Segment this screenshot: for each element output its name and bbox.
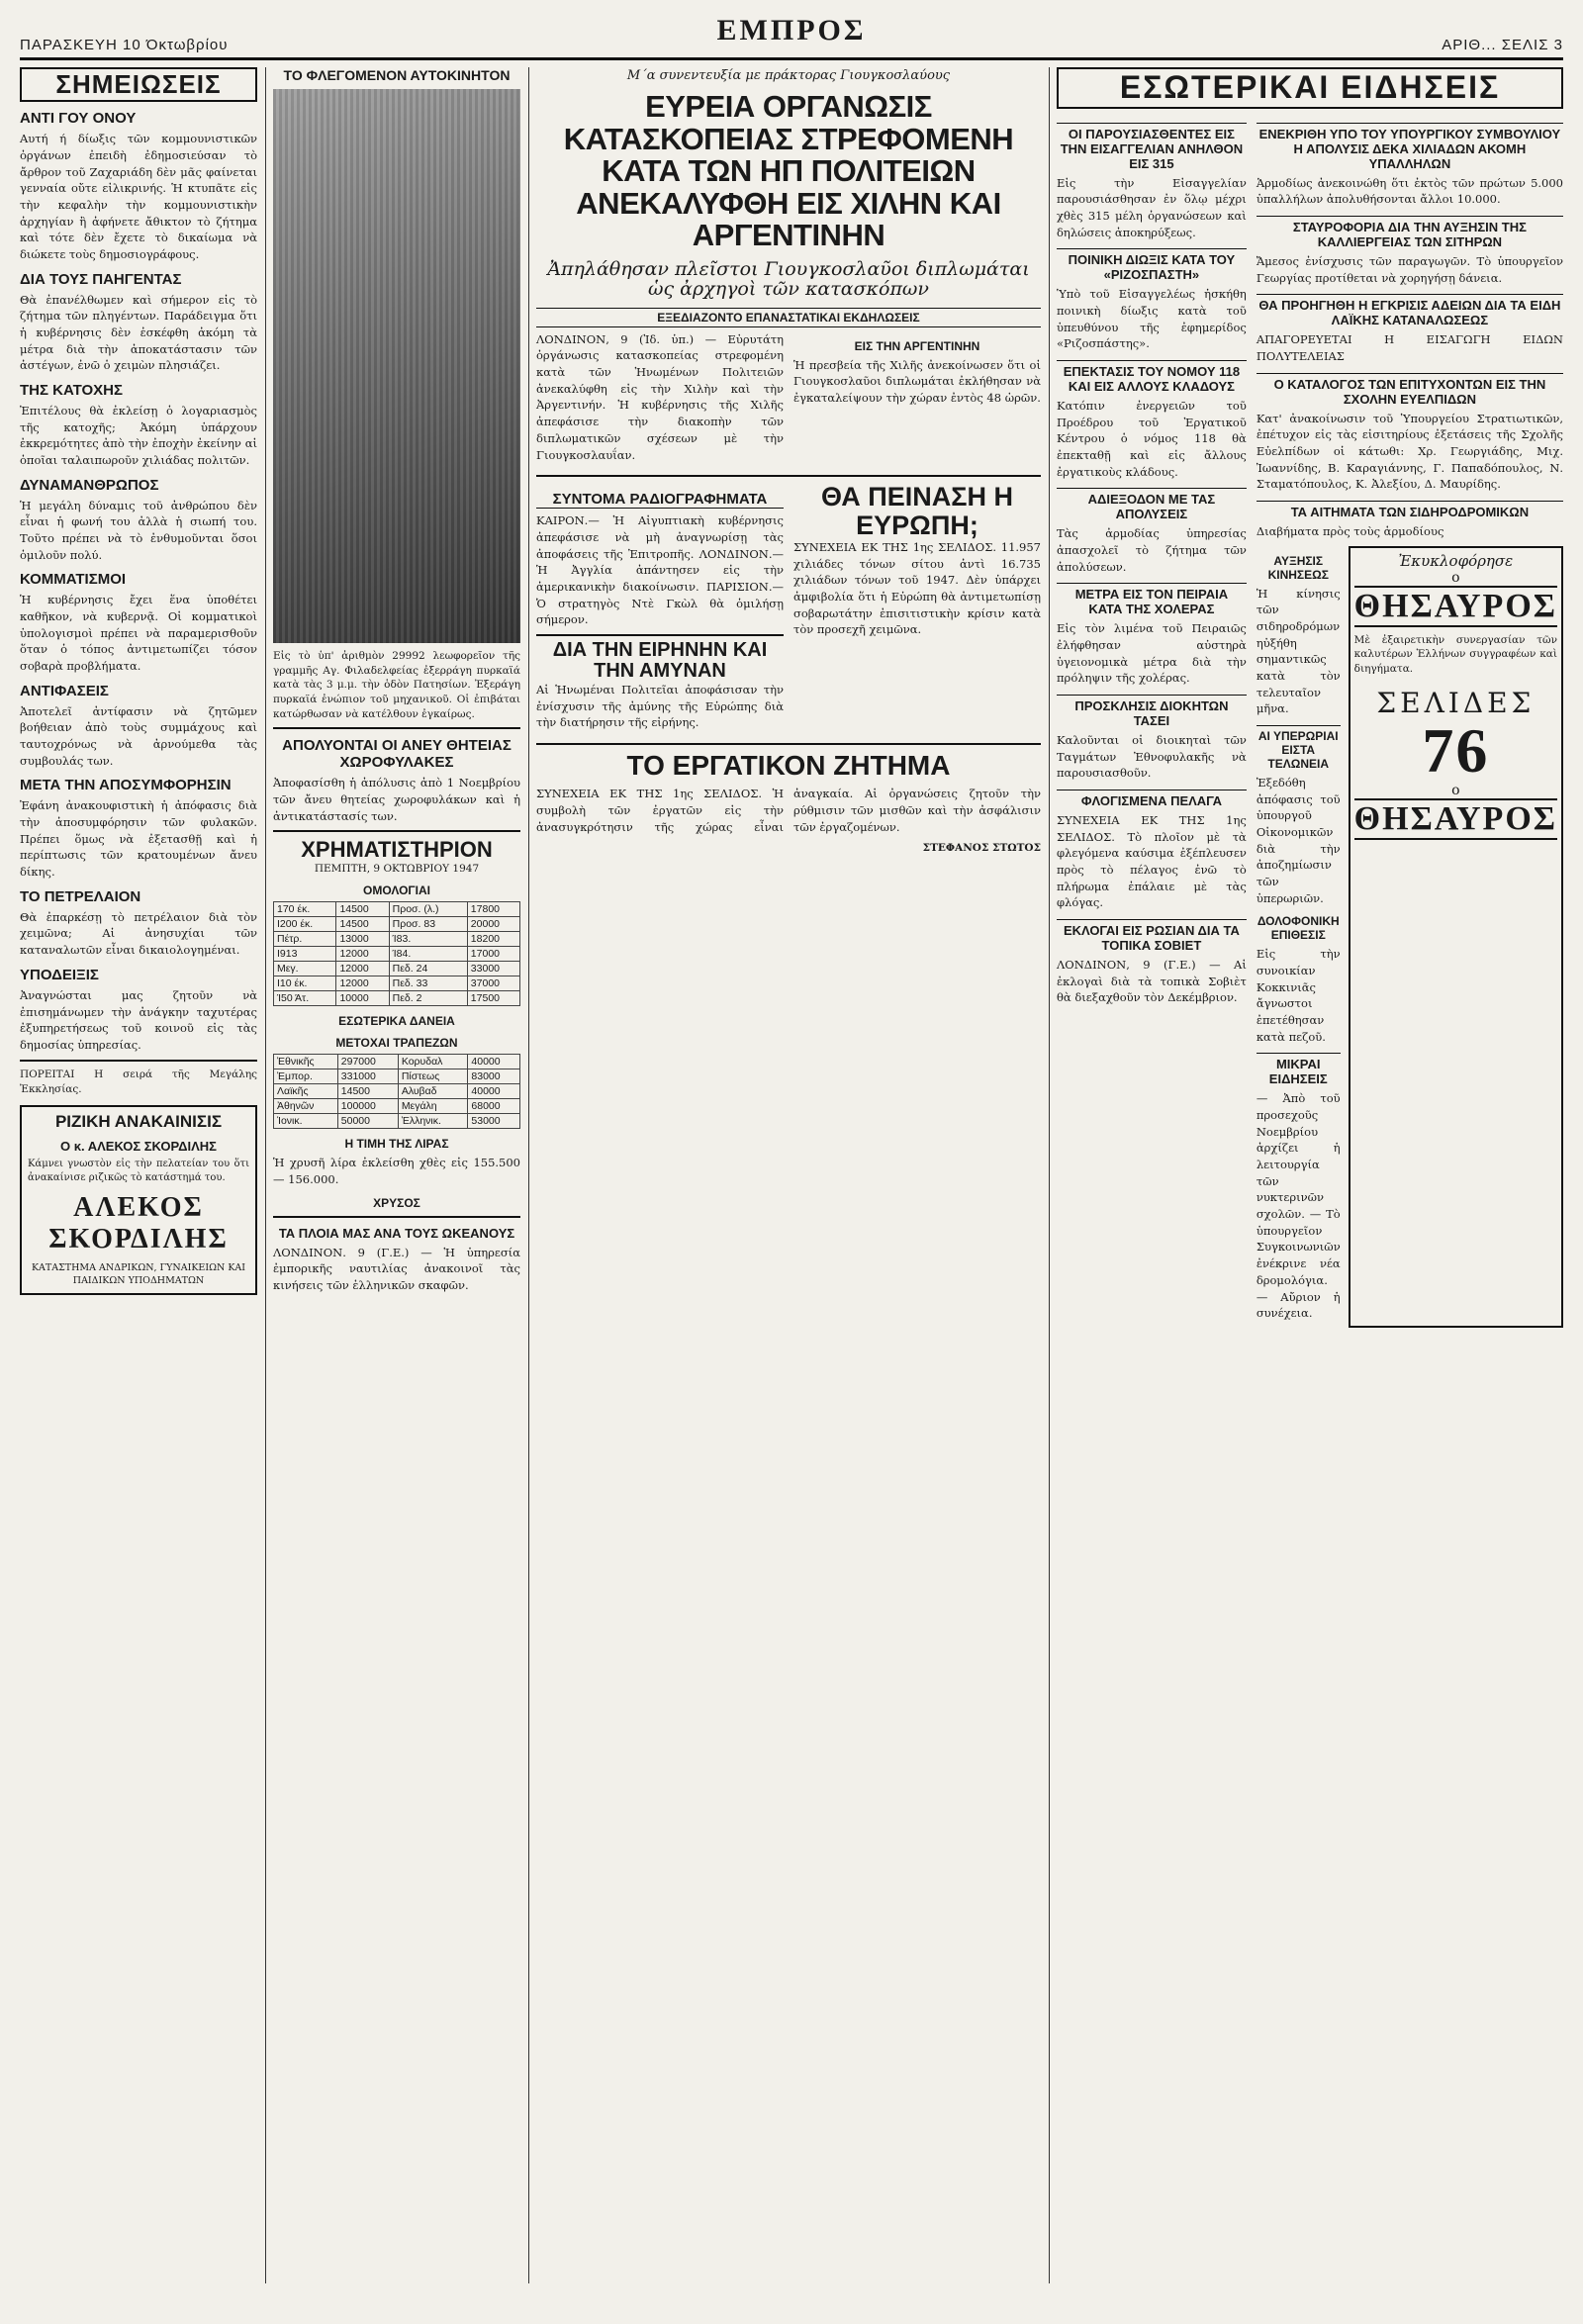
story-text: Καλοῦνται οἱ διοικηταὶ τῶν Ταγμάτων Ἐθνοφυλακῆς νὰ παρουσιασθοῦν. — [1057, 733, 1247, 781]
labour-text: ΣΥΝΕΧΕΙΑ ΕΚ ΤΗΣ 1ης ΣΕΛΙΔΟΣ. Ἡ συμβολὴ τῶν ἐργατῶν εἰς τὴν ἀνασυγκρότησιν τῆς χώρας εἶναι ἀναγκαία. Αἱ ὀργανώσεις ζητοῦν τὴν ρύθμισιν τῶν μισθῶν καὶ τὴν ἀσφάλισιν τῶν ἐργαζομένων. — [536, 787, 1041, 834]
labour-title: ΤΟ ΕΡΓΑΤΙΚΟΝ ΖΗΤΗΜΑ — [626, 749, 951, 781]
table-cell: 37000 — [467, 976, 519, 991]
note-heading: ΔΥΝΑΜΑΝΘΡΩΠΟΣ — [20, 476, 159, 494]
bonds-title: ΟΜΟΛΟΓΙΑΙ — [363, 883, 430, 898]
briefs-title: ΣΥΝΤΟΜΑ ΡΑΔΙΟΓΡΑΦΗΜΑΤΑ — [536, 491, 784, 509]
domestic-title: ΕΣΩΤΕΡΙΚΑΙ ΕΙΔΗΣΕΙΣ — [1119, 69, 1501, 105]
table-cell: 17800 — [467, 902, 519, 917]
divider — [536, 475, 1041, 477]
police-text: Ἀποφασίσθη ἡ ἀπόλυσις ἀπὸ 1 Νοεμβρίου τῶν ἄνευ θητείας χωροφυλάκων καὶ ἡ ἀντικατάστασίς των. — [273, 776, 520, 823]
note-text: Αυτή ή δίωξις τῶν κομμουνιστικῶν ὀργάνων ἐπειδὴ ἐδημοσιεύσαν τὸ ἄρθρον τοῦ Ζαχαριάδη δὲν μᾶς φαίνεται γενναία οὔτε εἰλικρινής. Ἡ κτυπᾶτε εἰς τὴν κεφαλὴν τὴν κομμουνιστικὴν ἀρχηγίαν ἢ ἀφήνετε ἄθικτον τὸ ζήτημα καὶ τότε δὲν ἔχετε τὸ δικαίωμα νὰ διώκετε τοὺς δημοσιογράφους. — [20, 132, 257, 261]
domestic-title-box — [1057, 67, 1563, 109]
column-rule — [265, 67, 266, 2283]
note-text: Ἀναγνώσται μας ζητοῦν νὰ ἐπισημάνωμεν τὴν ἀνάγκην ταχυτέρας ἐξυπηρετήσεως τοῦ κοινοῦ εἰς τὰς δημοσίας ὑπηρεσίας. — [20, 987, 257, 1052]
note-text: Ἐπιτέλους θὰ ἐκλείσῃ ὁ λογαριασμὸς τῆς κατοχῆς; Ἀκόμη ὑπάρχουν ἐκκρεμότητες ἀπὸ τὴν ἐποχὴν ἐκείνην αἱ ὁποῖαι ταλαιπωροῦν χιλιάδας πολιτῶν. — [20, 404, 257, 468]
table-cell: 40000 — [468, 1055, 520, 1069]
briefs-row — [536, 483, 1041, 737]
story-text: Ὑπὸ τοῦ Εἰσαγγελέως ἠσκήθη ποινικὴ δίωξις κατὰ τοῦ ὑπευθύνου τῆς ἐφημερίδος «Ριζοσπάστης». — [1057, 287, 1247, 351]
story-headline: ΘΑ ΠΡΟΗΓΗΘΗ Η ΕΓΚΡΙΣΙΣ ΑΔΕΙΩΝ ΔΙΑ ΤΑ ΕΙΔΗ ΛΑΪΚΗΣ ΚΑΤΑΝΑΛΩΣΕΩΣ — [1257, 294, 1563, 327]
argentina-text: Ἡ πρεσβεία τῆς Χιλῆς ἀνεκοίνωσεν ὅτι οἱ Γιουγκοσλαῦοι διπλωμάται ἐκλήθησαν νὰ ἐγκαταλείψουν τὴν χώραν ἐντὸς 48 ὡρῶν. — [793, 357, 1041, 406]
story-headline: ΟΙ ΠΑΡΟΥΣΙΑΣΘΕΝΤΕΣ ΕΙΣ ΤΗΝ ΕΙΣΑΓΓΕΛΙΑΝ ΑΝΗΛΘΟΝ ΕΙΣ 315 — [1057, 123, 1247, 171]
burning-bus-photo — [273, 89, 520, 643]
table-cell: Ἐθνικῆς — [274, 1055, 338, 1069]
divider — [20, 1060, 257, 1062]
briefs-left — [536, 483, 784, 737]
story-text: Εἰς τὴν Εἰσαγγελίαν παρουσιάσθησαν ἐν ὅλῳ μέχρι χθὲς 315 μέλη ὀργανώσεων καὶ δηλώσεις ἀποκηρύξεως. — [1057, 175, 1247, 239]
story-headline: ΤΑ ΑΙΤΗΜΑΤΑ ΤΩΝ ΣΙΔΗΡΟΔΡΟΜΙΚΩΝ — [1257, 501, 1563, 519]
table-cell: Μεγάλη — [398, 1099, 468, 1114]
note-text: Θὰ ἐπανέλθωμεν καὶ σήμερον εἰς τὸ ζήτημα τῶν πληγέντων. Παράδειγμα ὅτι ἡ κυβέρνησις δὲν ἐσκέφθη ἀκόμη τὰ μέτρα διὰ τὴν ἀποκατάστασιν τῶν ἀστέγων, ἐνῶ ὁ χειμὼν πλησιάζει. — [20, 292, 257, 373]
table-cell: Ί84. — [389, 947, 467, 962]
thesauros-article: ο — [1451, 569, 1460, 586]
table-cell: Ἀθηνῶν — [274, 1099, 338, 1114]
table-cell: 53000 — [468, 1114, 520, 1129]
lead-text: ΛΟΝΔΙΝΟΝ, 9 (Ἰδ. ὑπ.) — Εὐρυτάτη ὀργάνωσις κατασκοπείας στρεφομένη κατὰ τῶν Ἡνωμένων Πολιτειῶν ἀνεκαλύφθη εἰς τὴν Χιλὴν καὶ τὴν Ἀργεντινήν. Ἡ κυβέρνησις τῆς Χιλῆς ἀπεφάσισε τὴν διακοπὴν τῶν διπλωματικῶν σχέσεων μὲ τὴν Γιουγκοσλαυΐαν. — [536, 331, 784, 462]
ad-foot: ΚΑΤΑΣΤΗΜΑ ΑΝΔΡΙΚΩΝ, ΓΥΝΑΙΚΕΙΩΝ ΚΑΙ ΠΑΙΔΙΚΩΝ ΥΠΟΔΗΜΑΤΩΝ — [31, 1261, 246, 1287]
story-headline: ΕΚΛΟΓΑΙ ΕΙΣ ΡΩΣΙΑΝ ΔΙΑ ΤΑ ΤΟΠΙΚΑ ΣΟΒΙΕΤ — [1057, 919, 1247, 953]
table-cell: 12000 — [336, 947, 389, 962]
notes-sections — [20, 110, 257, 1053]
divider — [273, 1216, 520, 1218]
table-cell: Κορυδαλ — [398, 1055, 468, 1069]
divider — [273, 830, 520, 832]
table-cell: Ί83. — [389, 932, 467, 947]
table-cell: 20000 — [467, 917, 519, 932]
domestic-left — [1057, 115, 1247, 1328]
table-cell: Πέτρ. — [274, 932, 336, 947]
table-cell: 100000 — [337, 1099, 398, 1114]
table-cell: 10000 — [336, 991, 389, 1006]
photo-caption: Εἰς τὸ ὑπ' ἀριθμὸν 29992 λεωφορεῖον τῆς γραμμῆς Αγ. Φιλαδελφείας ἐξερράγη πυρκαϊά κατὰ τὰς 3 μ.μ. τὴν ὁδὸν Πατησίων. Ἐξεράγη πυρκαϊά ἐνώπιον τοῦ μηχανικοῦ. Οἱ ἐπιβάται κατώρθωσαν νὰ κατέλθουν ἐγκαίρως. — [273, 650, 520, 720]
table-cell: 14500 — [336, 902, 389, 917]
domestic-right-stories — [1257, 123, 1563, 540]
story-headline: ΠΟΙΝΙΚΗ ΔΙΩΞΙΣ ΚΑΤΑ ΤΟΥ «ΡΙΖΟΣΠΑΣΤΗ» — [1057, 248, 1247, 282]
table-row — [274, 1099, 520, 1114]
column-photo-market — [273, 67, 520, 2283]
table-cell: 33000 — [467, 962, 519, 976]
shares-table — [273, 1054, 520, 1129]
table-cell: Ί50 Άτ. — [274, 991, 336, 1006]
table-cell: Πεδ. 33 — [389, 976, 467, 991]
small-news-title: ΜΙΚΡΑΙ ΕΙΔΗΣΕΙΣ — [1257, 1053, 1341, 1086]
table-cell: 12000 — [336, 976, 389, 991]
newspaper-page — [20, 14, 1563, 2289]
notes-title-box — [20, 67, 257, 102]
story-text: Κατ' ἀνακοίνωσιν τοῦ Ὑπουργείου Στρατιωτικῶν, ἐπέτυχον εἰς τὰς εἰσιτηρίους ἐξετάσεις τῆς Σχολῆς Εὐελπίδων οἱ κάτωθι: Χρ. Γεωργιάδης, Μιχ. Ἰωαννίδης, Β. Καραγιάννης, Γ. Παπαδόπουλος, Ν. Σταματόπουλος, Κ. Ἀλεξίου, Δ. Μαυρίδης. — [1256, 411, 1563, 492]
story-headline: ΣΤΑΥΡΟΦΟΡΙΑ ΔΙΑ ΤΗΝ ΑΥΞΗΣΙΝ ΤΗΣ ΚΑΛΛΙΕΡΓΕΙΑΣ ΤΩΝ ΣΙΤΗΡΩΝ — [1257, 216, 1563, 249]
hunger-title: ΘΑ ΠΕΙΝΑΣΗ Η ΕΥΡΩΠΗ; — [821, 482, 1013, 540]
story-headline: Ο ΚΑΤΑΛΟΓΟΣ ΤΩΝ ΕΠΙΤΥΧΟΝΤΩΝ ΕΙΣ ΤΗΝ ΣΧΟΛΗΝ ΕΥΕΛΠΙΔΩΝ — [1257, 373, 1563, 407]
table-cell: Ἰονικ. — [274, 1114, 338, 1129]
note-heading: ΑΝΤΙΦΑΣΕΙΣ — [20, 682, 109, 699]
note-text: Ἐφάνη ἀνακουφιστικὴ ἡ ἀπόφασις διὰ τὴν ἀποσυμφόρησιν τῶν φυλακῶν. Πρέπει ὅμως νὰ ἐξετασθῇ καὶ ἡ περίπτωσις τῶν κρατουμένων ἄνευ δίκης. — [20, 798, 257, 880]
railway-movement-text: Ἡ κίνησις τῶν σιδηροδρόμων ηὐξήθη σημαντικῶς κατὰ τὸν τελευταῖον μῆνα. — [1256, 586, 1341, 716]
thesauros-kicker: Ἐκυκλοφόρησε — [1398, 551, 1514, 570]
market-title: ΧΡΗΜΑΤΙΣΤΗΡΙΟΝ — [301, 837, 493, 863]
masthead-page-number: ΑΡΙΘ... ΣΕΛΙΣ 3 — [1442, 37, 1563, 53]
notes-title: ΣΗΜΕΙΩΣΕΙΣ — [55, 69, 222, 99]
argentina-title: ΕΙΣ ΤΗΝ ΑΡΓΕΝΤΙΝΗΝ — [854, 338, 980, 353]
story-text: Εἰς τὸν λιμένα τοῦ Πειραιῶς ἐλήφθησαν αὐστηρὰ ὑγειονομικὰ μέτρα διὰ τὴν πρόληψιν τῆς χολέρας. — [1057, 621, 1247, 686]
shop-advertisement — [20, 1105, 257, 1295]
thesauros-pages: 76 — [1422, 714, 1490, 786]
masthead-date: ΠΑΡΑΣΚΕΥΗ 10 Όκτωβρίου — [20, 37, 229, 53]
story-headline: ΕΝΕΚΡΙΘΗ ΥΠΟ ΤΟΥ ΥΠΟΥΡΓΙΚΟΥ ΣΥΜΒΟΥΛΙΟΥ Η ΑΠΟΛΥΣΙΣ ΔΕΚΑ ΧΙΛΙΑΔΩΝ ΑΚΟΜΗ ΥΠΑΛΛΗΛΩΝ — [1257, 123, 1563, 171]
bottom-news — [1257, 546, 1341, 1328]
thesauros-article-2: ο — [1451, 782, 1460, 798]
story-text: ΣΥΝΕΧΕΙΑ ΕΚ ΤΗΣ 1ης ΣΕΛΙΔΟΣ. Τὸ πλοῖον μὲ τὰ φλεγόμενα καύσιμα ἐξέπλευσεν πρὸς τὸ πέλαγος ἐνῶ τὸ πλήρωμα ἐπάλαιε μὲ τὰς φλόγας. — [1057, 813, 1247, 910]
story-headline: ΜΕΤΡΑ ΕΙΣ ΤΟΝ ΠΕΙΡΑΙΑ ΚΑΤΑ ΤΗΣ ΧΟΛΕΡΑΣ — [1057, 583, 1247, 616]
table-cell: 14500 — [337, 1084, 398, 1099]
table-row — [274, 1055, 520, 1069]
note-heading: ΚΟΜΜΑΤΙΣΜΟΙ — [20, 571, 127, 589]
table-cell: Λαϊκῆς — [274, 1084, 338, 1099]
column-domestic — [1057, 67, 1563, 2283]
lira-title: Η ΤΙΜΗ ΤΗΣ ΛΙΡΑΣ — [344, 1137, 449, 1152]
table-cell: 12000 — [336, 962, 389, 976]
table-row — [274, 1069, 520, 1084]
story-text: Τὰς ἀρμοδίας ὑπηρεσίας ἀπασχολεῖ τὸ ζήτημα τῶν ἀπολύσεων. — [1057, 526, 1247, 574]
table-cell: Ι200 έκ. — [274, 917, 336, 932]
loans-title: ΕΣΩΤΕΡΙΚΑ ΔΑΝΕΙΑ — [338, 1014, 455, 1029]
lead-kicker: ΕΞΕΔΙΑΖΟΝΤΟ ΕΠΑΝΑΣΤΑΤΙΚΑΙ ΕΚΔΗΛΩΣΕΙΣ — [536, 308, 1041, 327]
thesauros-text: Μὲ ἐξαιρετικὴν συνεργασίαν τῶν καλυτέρων Ἑλλήνων συγγραφέων καὶ διηγήματα. — [1353, 633, 1557, 676]
ad-headline: ΡΙΖΙΚΗ ΑΝΑΚΑΙΝΙΣΙΣ — [54, 1111, 223, 1131]
police-title: ΑΠΟΛΥΟΝΤΑΙ ΟΙ ΑΝΕΥ ΘΗΤΕΙΑΣ ΧΩΡΟΦΥΛΑΚΕΣ — [282, 737, 512, 772]
table-cell: 13000 — [336, 932, 389, 947]
customs-title: ΑΙ ΥΠΕΡΩΡΙΑΙ ΕΙΣΤΑ ΤΕΛΩΝΕΙΑ — [1257, 725, 1341, 771]
ad-subline: Ο κ. ΑΛΕΚΟΣ ΣΚΟΡΔΙΛΗΣ — [60, 1138, 217, 1154]
domestic-columns — [1057, 115, 1563, 1328]
table-cell: Αλυβαδ — [398, 1084, 468, 1099]
story-headline: ΑΔΙΕΞΟΔΟΝ ΜΕ ΤΑΣ ΑΠΟΛΥΣΕΙΣ — [1057, 488, 1247, 521]
table-row — [274, 902, 520, 917]
story-text: Διαβήματα πρὸς τοὺς ἁρμοδίους — [1256, 523, 1444, 538]
thesauros-title: ΘΗΣΑΥΡΟΣ — [1354, 586, 1557, 627]
note-heading: ΤΟ ΠΕΤΡΕΛΑΙΟΝ — [20, 887, 141, 905]
thesauros-title-2: ΘΗΣΑΥΡΟΣ — [1354, 798, 1557, 840]
lead-headline: ΕΥΡΕΙΑ ΟΡΓΑΝΩΣΙΣ ΚΑΤΑΣΚΟΠΕΙΑΣ ΣΤΡΕΦΟΜΕΝΗ ΚΑΤΑ ΤΩΝ ΗΠ ΠΟΛΙΤΕΙΩΝ ΑΝΕΚΑΛΥΦΘΗ ΕΙΣ ΧΙΛΗΝ ΚΑΙ ΑΡΓΕΝΤΙΝΗΝ — [563, 89, 1014, 253]
bonds-table — [273, 901, 520, 1006]
note-heading: ΥΠΟΔΕΙΞΙΣ — [20, 966, 99, 983]
lead-subheadline: Ἀπηλάθησαν πλεῖστοι Γιουγκοσλαῦοι διπλωμάται ὡς ἀρχηγοὶ τῶν κατασκόπων — [547, 257, 1030, 300]
note-text: Ἀποτελεῖ ἀντίφασιν νὰ ζητῶμεν βοήθειαν ἀπὸ τοὺς συμμάχους καὶ ταυτοχρόνως νὰ ἀρνούμεθα τὰς συμβουλάς των. — [20, 703, 257, 768]
story-text: Κατόπιν ἐνεργειῶν τοῦ Προέδρου τοῦ Ἐργατικοῦ Κέντρου ὁ νόμος 118 θὰ ἐπεκταθῇ καὶ εἰς ἄλλους ἐργατικοὺς κλάδους. — [1057, 398, 1247, 479]
table-cell: 18200 — [467, 932, 519, 947]
railway-movement-title: ΑΥΞΗΣΙΣ ΚΙΝΗΣΕΩΣ — [1267, 553, 1329, 582]
table-cell: 17000 — [467, 947, 519, 962]
masthead — [20, 14, 1563, 60]
story-text: Ἁρμοδίως ἀνεκοινώθη ὅτι ἐκτὸς τῶν πρώτων 5.000 ὑπαλλήλων ἀπολυθήσονται ἄλλοι 10.000. — [1256, 175, 1563, 207]
thesauros-ad — [1349, 546, 1563, 1328]
table-cell: Ἐμπορ. — [274, 1069, 338, 1084]
market-date: ΠΕΜΠΤΗ, 9 ΟΚΤΩΒΡΙΟΥ 1947 — [314, 862, 480, 875]
photo-shading — [273, 89, 520, 643]
note-heading: ΜΕΤΑ ΤΗΝ ΑΠΟΣΥΜΦΟΡΗΣΙΝ — [20, 777, 232, 794]
hunger-text: ΣΥΝΕΧΕΙΑ ΕΚ ΤΗΣ 1ης ΣΕΛΙΔΟΣ. 11.957 χιλιάδες τόνων σίτου ἀντὶ 16.735 χιλιάδων τόνων τοῦ 1947. Δὲν ὑπάρχει ἀμφιβολία ὅτι ἡ Εὐρώπη θὰ ἀντιμετωπίσῃ σοβαρωτάτην ἐπισιτιστικὴν κρίσιν κατὰ τὸν προσεχῆ χειμῶνα. — [793, 539, 1041, 637]
table-cell: Ι10 έκ. — [274, 976, 336, 991]
small-news-text: — Ἀπὸ τοῦ προσεχοῦς Νοεμβρίου ἀρχίζει ἡ λειτουργία τῶν νυκτερινῶν σχολῶν. — Τὸ ὑπουργεῖον Συγκοινωνιῶν ἐνέκρινε νέα δρομολόγια. — Αὔριον ἡ συνέχεια. — [1256, 1091, 1341, 1321]
briefs-right — [793, 483, 1041, 737]
note-heading: ΤΗΣ ΚΑΤΟΧΗΣ — [20, 382, 123, 400]
ad-shop-name: ΑΛΕΚΟΣ ΣΚΟΡΔΙΛΗΣ — [48, 1191, 229, 1255]
table-cell: Ἑλληνικ. — [398, 1114, 468, 1129]
table-cell: 50000 — [337, 1114, 398, 1129]
table-cell: Ι913 — [274, 947, 336, 962]
table-cell: 297000 — [337, 1055, 398, 1069]
gold-title: ΧΡΥΣΟΣ — [373, 1195, 420, 1210]
story-text: Ἄμεσος ἐνίσχυσις τῶν παραγωγῶν. Τὸ ὑπουργεῖον Γεωργίας προτίθεται νὰ χορηγήσῃ δάνεια. — [1256, 253, 1563, 285]
table-cell: 68000 — [468, 1099, 520, 1114]
story-headline: ΠΡΟΣΚΛΗΣΙΣ ΔΙΟΚΗΤΩΝ ΤΑΣΕΙ — [1057, 695, 1247, 728]
briefs-text: ΚΑΙΡΟΝ.— Ἡ Αἰγυπτιακὴ κυβέρνησις ἀπεφάσισε νὰ μὴ ἀναγνωρίσῃ τὰς ἀποφάσεις τῆς Ἐπιτροπῆς. ΛΟΝΔΙΝΟΝ.— Ἡ Ἀγγλία ἀπάντησεν εἰς τὴν ἀμερικανικὴν διακοίνωσιν. ΠΑΡΙΣΙΟΝ.— Ὁ στρατηγὸς Ντὲ Γκὼλ θὰ ὁμιλήσῃ σήμερον. — [536, 513, 784, 627]
story-text: ΛΟΝΔΙΝΟΝ, 9 (Γ.Ε.) — Αἱ ἐκλογαὶ διὰ τὰ τοπικὰ Σοβιὲτ θὰ διεξαχθοῦν τὸν Δεκέμβριον. — [1057, 958, 1247, 1005]
table-cell: Μεγ. — [274, 962, 336, 976]
bottom-split — [1257, 546, 1563, 1328]
peace-text: Αἱ Ἡνωμέναι Πολιτεῖαι ἀποφάσισαν τὴν ἐνίσχυσιν τῆς ἀμύνης τῆς Εὐρώπης διὰ τὴν διατήρησιν τῆς εἰρήνης. — [536, 682, 784, 730]
table-row — [274, 976, 520, 991]
note-text: Θὰ ἐπαρκέσῃ τὸ πετρέλαιον διὰ τὸν χειμῶνα; Αἱ ἀνησυχίαι τῶν καταναλωτῶν εἶναι δικαιολογημέναι. — [20, 909, 257, 958]
notes-footnote: ΠΟΡΕΙΤΑΙ Η σειρά τῆς Μεγάλης Ἐκκλησίας. — [20, 1068, 257, 1095]
table-cell: 331000 — [337, 1069, 398, 1084]
column-rule — [528, 67, 529, 2283]
lead-overline: Μ΄α συνεντευξία με πράκτορας Γιουγκοσλαύους — [626, 68, 951, 83]
thesauros-pages-label: ΣΕΛΙΔΕΣ — [1376, 686, 1536, 719]
table-cell: 40000 — [468, 1084, 520, 1099]
column-rule — [1049, 67, 1050, 2283]
divider — [536, 743, 1041, 745]
note-heading: ΔΙΑ ΤΟΥΣ ΠΑΗΓΕΝΤΑΣ — [20, 270, 182, 288]
table-row — [274, 932, 520, 947]
photo-title: ΤΟ ΦΛΕΓΟΜΕΝΟΝ ΑΥΤΟΚΙΝΗΤΟΝ — [283, 67, 511, 83]
column-notes — [20, 67, 257, 2283]
table-cell: Πίστεως — [398, 1069, 468, 1084]
story-headline: ΦΛΟΓΙΣΜΕΝΑ ΠΕΛΑΓΑ — [1057, 790, 1247, 808]
table-row — [274, 1084, 520, 1099]
table-cell: 83000 — [468, 1069, 520, 1084]
ships-text: ΛΟΝΔΙΝΟΝ. 9 (Γ.Ε.) — Ἡ ὑπηρεσία ἐμπορικῆς ναυτιλίας ἀνακοινοῖ τὰς κινήσεις τῶν ἑλληνικῶν σκαφῶν. — [273, 1245, 520, 1292]
table-cell: 17500 — [467, 991, 519, 1006]
table-cell: Προσ. 83 — [389, 917, 467, 932]
column-international — [536, 67, 1041, 2283]
lira-text: Ἡ χρυσῆ λίρα ἐκλείσθη χθὲς εἰς 155.500 — 156.000. — [273, 1156, 520, 1186]
table-row — [274, 947, 520, 962]
masthead-title: ΕΜΠΡΟΣ — [716, 14, 867, 46]
divider — [273, 727, 520, 729]
ad-body: Κάμνει γνωστὸν εἰς τὴν πελατείαν του ὅτι ἀνακαίνισε ριζικῶς τὸ κατάστημά του. — [28, 1158, 249, 1184]
table-cell: Προσ. (λ.) — [389, 902, 467, 917]
ships-title: ΤΑ ΠΛΟΙΑ ΜΑΣ ΑΝΑ ΤΟΥΣ ΩΚΕΑΝΟΥΣ — [278, 1225, 515, 1241]
domestic-right — [1257, 115, 1563, 1328]
table-cell: 14500 — [336, 917, 389, 932]
note-text: Ἡ κυβέρνησις ἔχει ἕνα ὑποθέτει καθῆκον, νὰ κυβερνᾷ. Οἱ κομματικοὶ ὑπολογισμοὶ πρέπει νὰ παραμερισθοῦν ὅταν ὁ τόπος ἀντιμετωπίζει τόσον σοβαρὰ προβλήματα. — [20, 593, 257, 674]
story-headline: ΕΠΕΚΤΑΣΙΣ ΤΟΥ ΝΟΜΟΥ 118 ΚΑΙ ΕΙΣ ΑΛΛΟΥΣ ΚΛΑΔΟΥΣ — [1057, 360, 1247, 394]
customs-text: Ἐξεδόθη ἀπόφασις τοῦ ὑπουργοῦ Οἰκονομικῶν διὰ τὴν ἀποζημίωσιν τῶν ὑπερωριῶν. — [1256, 776, 1341, 905]
lead-right — [793, 331, 1041, 469]
table-row — [274, 917, 520, 932]
lead-body — [536, 331, 1041, 469]
table-cell: 170 έκ. — [274, 902, 336, 917]
story-text: ΑΠΑΓΟΡΕΥΕΤΑΙ Η ΕΙΣΑΓΩΓΗ ΕΙΔΩΝ ΠΟΛΥΤΕΛΕΙΑΣ — [1256, 332, 1563, 363]
table-row — [274, 1114, 520, 1129]
shares-title: ΜΕΤΟΧΑΙ ΤΡΑΠΕΖΩΝ — [335, 1036, 458, 1051]
table-cell: Πεδ. 24 — [389, 962, 467, 976]
note-heading: ΑΝΤΙ ΓΟΥ ΟΝΟΥ — [20, 110, 137, 128]
table-row — [274, 962, 520, 976]
attack-title: ΔΟΛΟΦΟΝΙΚΗ ΕΠΙΘΕΣΙΣ — [1257, 914, 1340, 943]
labour-byline: ΣΤΕΦΑΝΟΣ ΣΤΩΤΟΣ — [922, 842, 1041, 855]
table-cell: Πεδ. 2 — [389, 991, 467, 1006]
table-row — [274, 991, 520, 1006]
peace-title: ΔΙΑ ΤΗΝ ΕΙΡΗΝΗΝ ΚΑΙ ΤΗΝ ΑΜΥΝΑΝ — [536, 634, 784, 682]
note-text: Ἡ μεγάλη δύναμις τοῦ ἀνθρώπου δὲν εἶναι ἡ φωνή του ἀλλὰ ἡ σιωπή του. Τοῦτο πρέπει νὰ τὸ ἐνθυμοῦνται ὅσοι ὁμιλοῦν πολύ. — [20, 498, 257, 562]
attack-text: Εἰς τὴν συνοικίαν Κοκκινιᾶς ἄγνωστοι ἐπετέθησαν κατὰ πεζοῦ. — [1256, 947, 1341, 1044]
